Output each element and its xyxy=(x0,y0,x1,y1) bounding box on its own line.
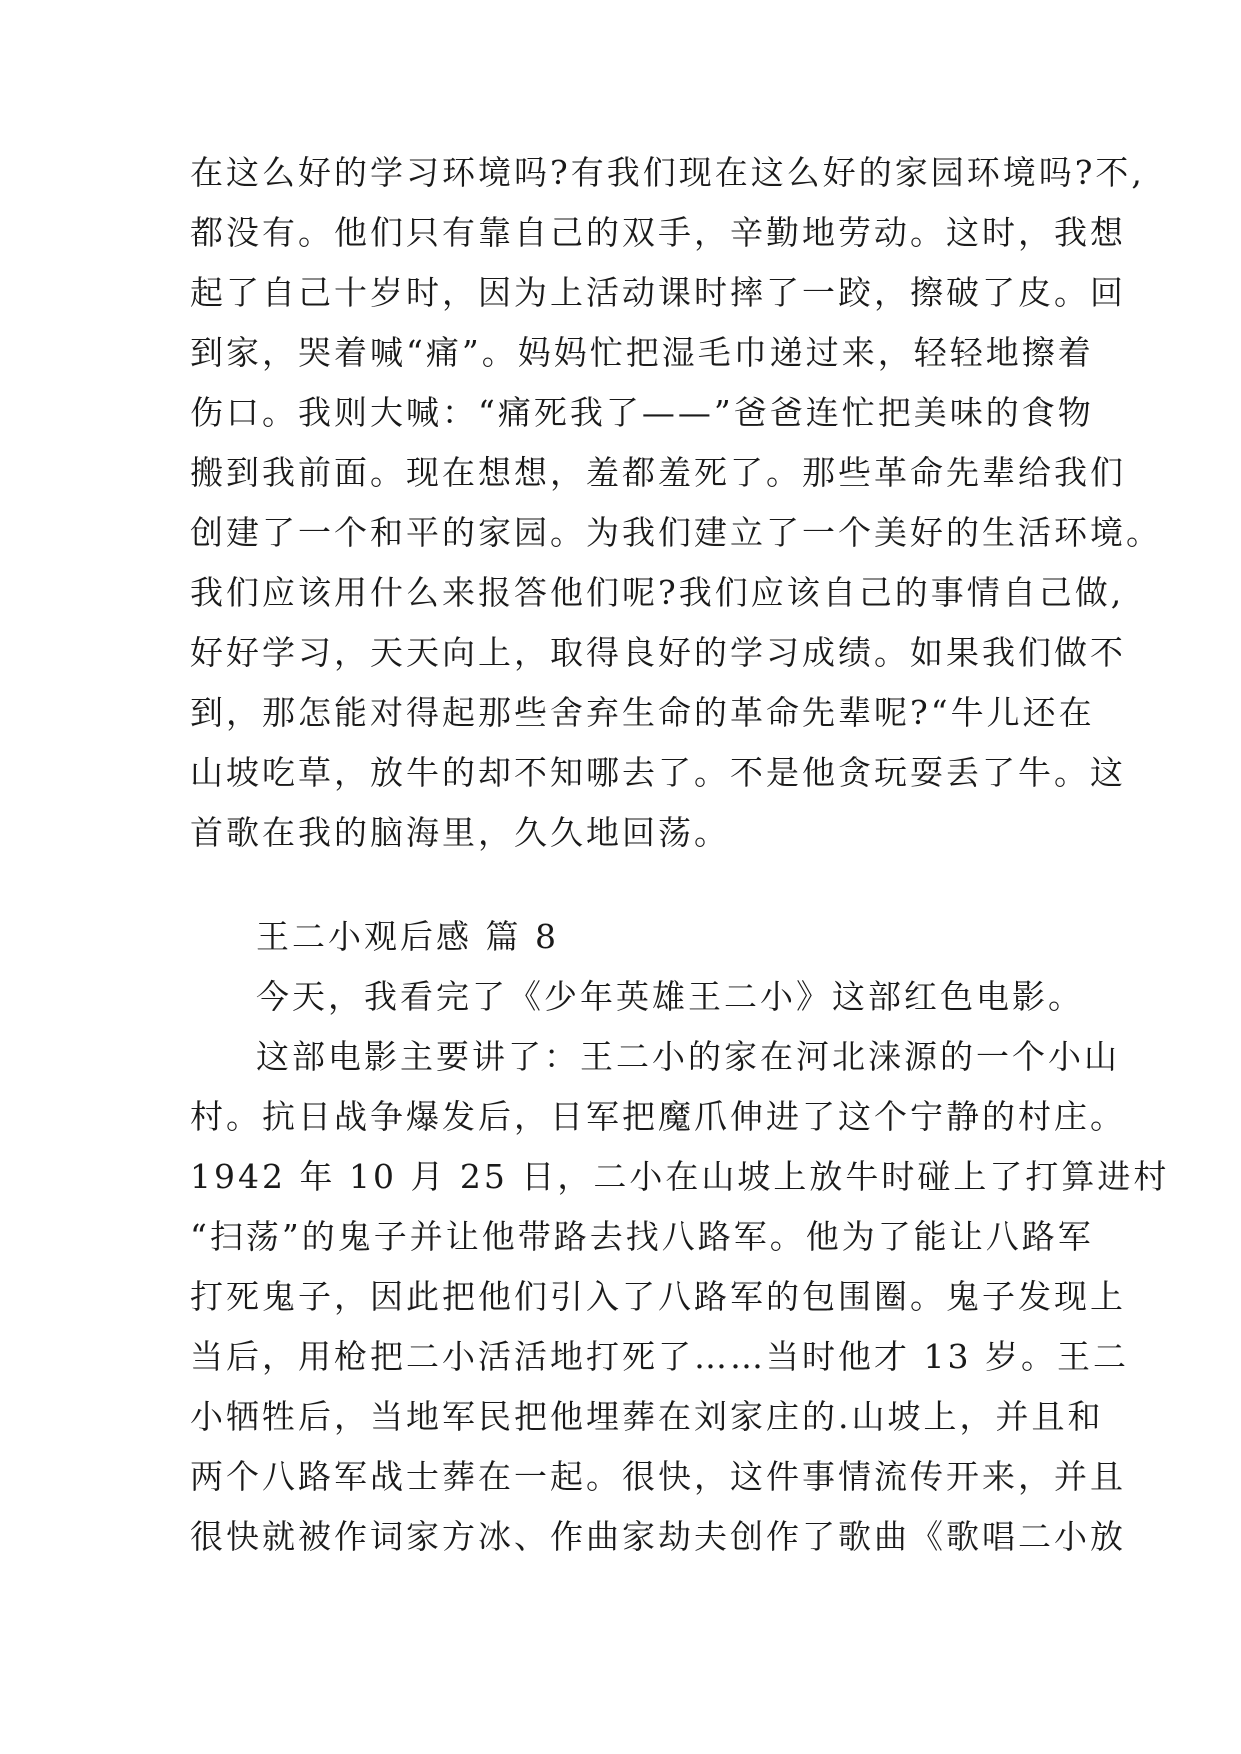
paragraph-line: 小牺牲后，当地军民把他埋葬在刘家庄的.山坡上，并且和 xyxy=(190,1397,1104,1436)
paragraph-line: 都没有。他们只有靠自己的双手，辛勤地劳动。这时，我想 xyxy=(190,213,1126,252)
paragraph-line: 到，那怎能对得起那些舍弃生命的革命先辈呢?“牛儿还在 xyxy=(190,693,1095,732)
section-title: 王二小观后感 篇 8 xyxy=(256,917,559,956)
intro-line: 今天，我看完了《少年英雄王二小》这部红色电影。 xyxy=(256,977,1084,1016)
paragraph-line: 伤口。我则大喊：“痛死我了——”爸爸连忙把美味的食物 xyxy=(190,393,1094,432)
paragraph-line: 两个八路军战士葬在一起。很快，这件事情流传开来，并且 xyxy=(190,1457,1126,1496)
paragraph-line: 起了自己十岁时，因为上活动课时摔了一跤，擦破了皮。回 xyxy=(190,273,1126,312)
paragraph-line: 在这么好的学习环境吗?有我们现在这么好的家园环境吗?不, xyxy=(190,153,1145,192)
paragraph-line: 打死鬼子，因此把他们引入了八路军的包围圈。鬼子发现上 xyxy=(190,1277,1126,1316)
paragraph-line: 这部电影主要讲了：王二小的家在河北涞源的一个小山 xyxy=(256,1037,1120,1076)
paragraph-line: 好好学习，天天向上，取得良好的学习成绩。如果我们做不 xyxy=(190,633,1126,672)
paragraph-line: 山坡吃草，放牛的却不知哪去了。不是他贪玩耍丢了牛。这 xyxy=(190,753,1126,792)
paragraph-line: 1942 年 10 月 25 日，二小在山坡上放牛时碰上了打算进村 xyxy=(190,1157,1170,1196)
paragraph-line: 很快就被作词家方冰、作曲家劫夫创作了歌曲《歌唱二小放 xyxy=(190,1517,1126,1556)
paragraph-line: 到家，哭着喊“痛”。妈妈忙把湿毛巾递过来，轻轻地擦着 xyxy=(190,333,1094,372)
paragraph-line: “扫荡”的鬼子并让他带路去找八路军。他为了能让八路军 xyxy=(190,1217,1094,1256)
paragraph-line: 我们应该用什么来报答他们呢?我们应该自己的事情自己做, xyxy=(190,573,1125,612)
paragraph-line: 首歌在我的脑海里，久久地回荡。 xyxy=(190,813,730,852)
paragraph-line: 创建了一个和平的家园。为我们建立了一个美好的生活环境。 xyxy=(190,513,1162,552)
paragraph-line: 搬到我前面。现在想想，羞都羞死了。那些革命先辈给我们 xyxy=(190,453,1126,492)
paragraph-line: 村。抗日战争爆发后，日军把魔爪伸进了这个宁静的村庄。 xyxy=(190,1097,1126,1136)
paragraph-line: 当后，用枪把二小活活地打死了……当时他才 13 岁。王二 xyxy=(190,1337,1129,1376)
